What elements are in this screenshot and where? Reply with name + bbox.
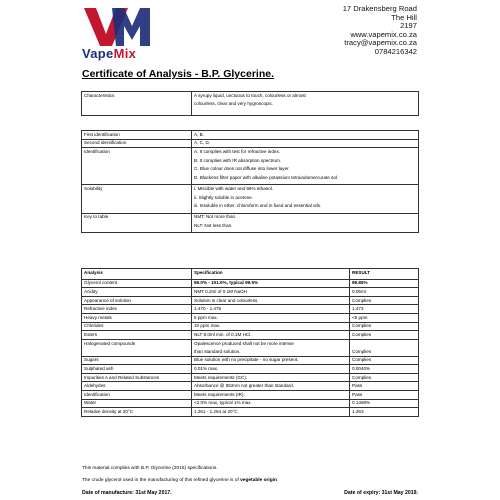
specification-cell: 1.261 - 1.264 at 20°C <box>192 408 350 417</box>
analysis-cell: Chlorides <box>82 322 192 331</box>
specification-cell: 0.01% max. <box>192 365 350 374</box>
specification-line: than standard solution. <box>194 349 241 355</box>
table-row <box>82 296 419 305</box>
result-cell: 0.05ml <box>350 288 419 297</box>
table-row <box>82 185 419 213</box>
analysis-cell: Glycerol content <box>82 279 192 288</box>
result-cell: 1.263 <box>350 408 419 417</box>
identification-line: D. Blackens filter paper with alkaline potassium tetraiodomercurate sol. <box>194 174 339 180</box>
result-cell: 1.473 <box>350 305 419 314</box>
analysis-cell: Aldehydes <box>82 382 192 391</box>
table-row <box>82 339 419 356</box>
analysis-cell: Heavy metals <box>82 313 192 322</box>
result-cell: Complies <box>350 356 419 365</box>
identification-line: B. It complies with IR absorption spectrum. <box>194 157 282 163</box>
specification-cell: NMT 0.2ml of 0.1M NaOH <box>192 288 350 297</box>
solubility-line: ii. Slightly soluble in acetone. <box>194 194 253 200</box>
result-cell: Complies <box>350 331 419 340</box>
page-title: Certificate of Analysis - B.P. Glycerine. <box>82 68 274 80</box>
analysis-cell: Water <box>82 399 192 408</box>
key-line: NMT: Not more than. <box>194 214 237 220</box>
specification-cell: <2.0% max, typical 1% max. <box>192 399 350 408</box>
solubility-value <box>192 185 419 213</box>
origin-note-emphasis: vegetable origin <box>240 478 277 483</box>
specification-cell: 5 ppm max. <box>192 313 350 322</box>
analysis-body <box>82 279 419 416</box>
table-row <box>82 131 419 140</box>
table-row <box>82 279 419 288</box>
specification-cell: 1.470 - 1.475 <box>192 305 350 314</box>
address-postcode: 2197 <box>400 21 417 31</box>
address-street: 17 Drakensberg Road <box>342 4 417 13</box>
analysis-cell: Acidity <box>82 288 192 297</box>
characteristics-line: A syrupy liquid, unctuous to touch, colourless or almost <box>194 92 306 98</box>
first-identification-label: First identification <box>82 131 192 140</box>
analysis-cell: Sugars <box>82 356 192 365</box>
specification-cell: 10 ppm max. <box>192 322 350 331</box>
table-row <box>82 313 419 322</box>
result-cell: 0.0040% <box>350 365 419 374</box>
table-row <box>82 322 419 331</box>
analysis-cell: Identification <box>82 390 192 399</box>
key-value <box>192 213 419 233</box>
table-row <box>82 139 419 148</box>
analysis-cell: Halogenated compounds <box>82 339 192 356</box>
key-label: Key to table <box>82 213 192 233</box>
result-cell: Pass <box>350 390 419 399</box>
result-cell: 0.1468% <box>350 399 419 408</box>
header-result: RESULT <box>350 269 419 280</box>
result-cell: Pass <box>350 382 419 391</box>
second-identification-label: Second identification <box>82 139 192 148</box>
table-row <box>82 288 419 297</box>
result-cell: 99.85% <box>350 279 419 288</box>
result-cell: Complies <box>350 296 419 305</box>
table-row <box>82 399 419 408</box>
compliance-note: This material complies with B.P. Glycerine (2016) specifications. <box>82 466 218 471</box>
origin-note-end: . <box>276 478 279 483</box>
solubility-line: iii. Insoluble in ether, chloroform and in fixed and essential oils. <box>194 203 322 209</box>
result-cell: Complies <box>350 322 419 331</box>
result-cell: Complies <box>350 373 419 382</box>
table-row <box>82 92 419 116</box>
table-row <box>82 373 419 382</box>
header-specification: Specification <box>192 269 350 280</box>
specification-cell: Meets requirements (IR). <box>192 390 350 399</box>
table-row <box>82 408 419 417</box>
solubility-label: Solubility <box>82 185 192 213</box>
specification-cell: Meets requirements (GC). <box>192 373 350 382</box>
characteristics-table <box>81 91 419 116</box>
address-phone: 0784216342 <box>374 46 417 56</box>
manufacture-date: Date of manufacture: 31st May 2017. <box>82 490 172 496</box>
table-row <box>82 148 419 185</box>
origin-note <box>82 478 278 483</box>
specification-line: Opalescence produced shall not be more intense <box>194 340 294 346</box>
characteristics-label: Characteristics <box>82 92 192 116</box>
result-cell: <5 ppm <box>350 313 419 322</box>
identification-table <box>81 130 419 233</box>
solubility-line: i. Miscible with water and 96% ethanol. <box>194 185 274 191</box>
key-line: NLT: Not less than. <box>194 222 233 228</box>
brand-name-part1: Vape <box>82 46 114 61</box>
specification-cell: Absorbance @ 552nm not greater than standard. <box>192 382 350 391</box>
analysis-cell: Impurities A and Related Substances <box>82 373 192 382</box>
analysis-cell: Sulphated ash <box>82 365 192 374</box>
expiry-date: Date of expiry: 31st May 2019. <box>344 490 418 496</box>
table-row <box>82 331 419 340</box>
specification-cell <box>192 339 350 356</box>
specification-cell: Blue solution with no precipitate - no sugar present. <box>192 356 350 365</box>
origin-note-text: The crude glycerol used in the manufacturing of this refined glycerine is of <box>82 478 241 483</box>
address-email: tracy@vapemix.co.za <box>344 38 417 48</box>
header-analysis: Analysis <box>82 269 192 280</box>
specification-cell: 98.0% - 101.0%, typical 99.5% <box>192 279 350 288</box>
brand-name-part2: Mix <box>113 46 137 61</box>
analysis-header-row <box>82 269 419 280</box>
table-row <box>82 365 419 374</box>
analysis-table <box>81 268 419 417</box>
identification-value <box>192 148 419 185</box>
identification-label: Identification <box>82 148 192 185</box>
table-row <box>82 305 419 314</box>
company-address <box>343 5 417 57</box>
brand-name <box>82 46 136 61</box>
analysis-cell: Relative density at 20°C <box>82 408 192 417</box>
second-identification-value: A, C, D. <box>192 139 419 148</box>
identification-line: C. Blue colour does not diffuse into lower layer. <box>194 166 290 172</box>
characteristics-value <box>192 92 419 116</box>
table-row <box>82 213 419 233</box>
address-website: www.vapemix.co.za <box>350 29 417 39</box>
specification-cell: NLT 8.0ml min. of 0.1M HCl. <box>192 331 350 340</box>
result-cell: Complies <box>350 339 419 356</box>
table-row <box>82 382 419 391</box>
identification-line: A. It complies with test for refractive index. <box>194 148 281 154</box>
analysis-cell: Appearance of solution <box>82 296 192 305</box>
table-row <box>82 356 419 365</box>
characteristics-line: colourless, clear and very hygroscopic. <box>194 101 274 107</box>
analysis-cell: Esters <box>82 331 192 340</box>
specification-cell: Solution is clear and colourless. <box>192 296 350 305</box>
analysis-cell: Refractive index <box>82 305 192 314</box>
address-suburb: The Hill <box>391 12 417 22</box>
first-identification-value: A, B. <box>192 131 419 140</box>
table-row <box>82 390 419 399</box>
